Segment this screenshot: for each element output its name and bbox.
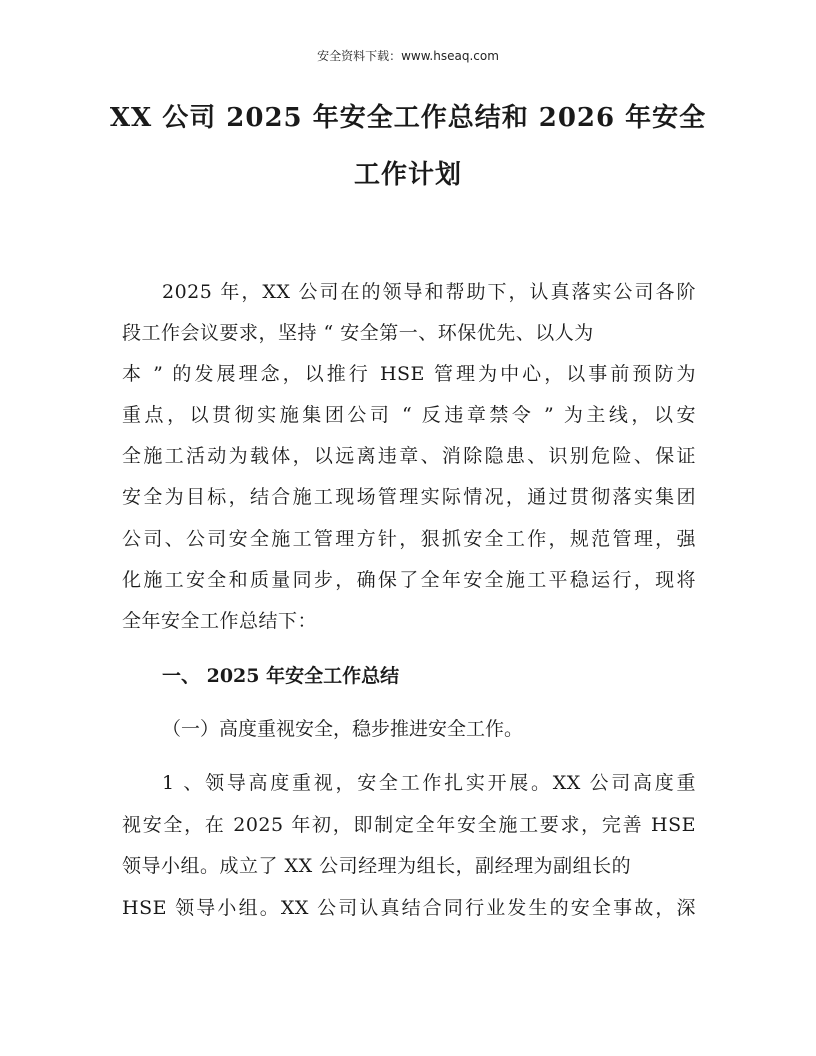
paragraph-line: 化施工安全和质量同步，确保了全年安全施工平稳运行，现将 (122, 569, 696, 591)
paragraph-line: 安全为目标，结合施工现场管理实际情况，通过贯彻落实集团 (122, 486, 696, 508)
section-heading: 一、 2025 年安全工作总结 (162, 665, 400, 687)
paragraph-line: 本 ” 的发展理念，以推行 HSE 管理为中心，以事前预防为 (122, 363, 696, 385)
paragraph-line: 重点，以贯彻实施集团公司 “ 反违章禁令 ” 为主线，以安 (122, 404, 696, 426)
paragraph-line: 2025 年，XX 公司在的领导和帮助下，认真落实公司各阶 (162, 281, 696, 303)
paragraph-line: 视安全，在 2025 年初，即制定全年安全施工要求，完善 HSE (122, 814, 696, 836)
paragraph-line: 公司、公司安全施工管理方针，狠抓安全工作，规范管理，强 (122, 528, 696, 550)
paragraph-line: 领导小组。成立了 XX 公司经理为组长，副经理为副组长的 (122, 855, 632, 877)
paragraph-line: 1 、领导高度重视，安全工作扎实开展。XX 公司高度重 (162, 772, 696, 794)
document-title-line-2: 工作计划 (353, 160, 462, 190)
document-title-line-1: XX 公司 2025 年安全工作总结和 2026 年安全 (109, 103, 707, 133)
paragraph-line: HSE 领导小组。XX 公司认真结合同行业发生的安全事故，深 (122, 897, 696, 919)
paragraph-line: 全施工活动为载体，以远离违章、消除隐患、识别危险、保证 (122, 445, 696, 467)
section-subheading: （一）高度重视安全，稳步推进安全工作。 (162, 718, 524, 740)
header-source: 安全资料下载：www.hseaq.com (317, 49, 499, 63)
paragraph-line: 段工作会议要求，坚持 “ 安全第一、环保优先、以人为 (122, 322, 594, 344)
paragraph-line: 全年安全工作总结下： (122, 610, 318, 632)
